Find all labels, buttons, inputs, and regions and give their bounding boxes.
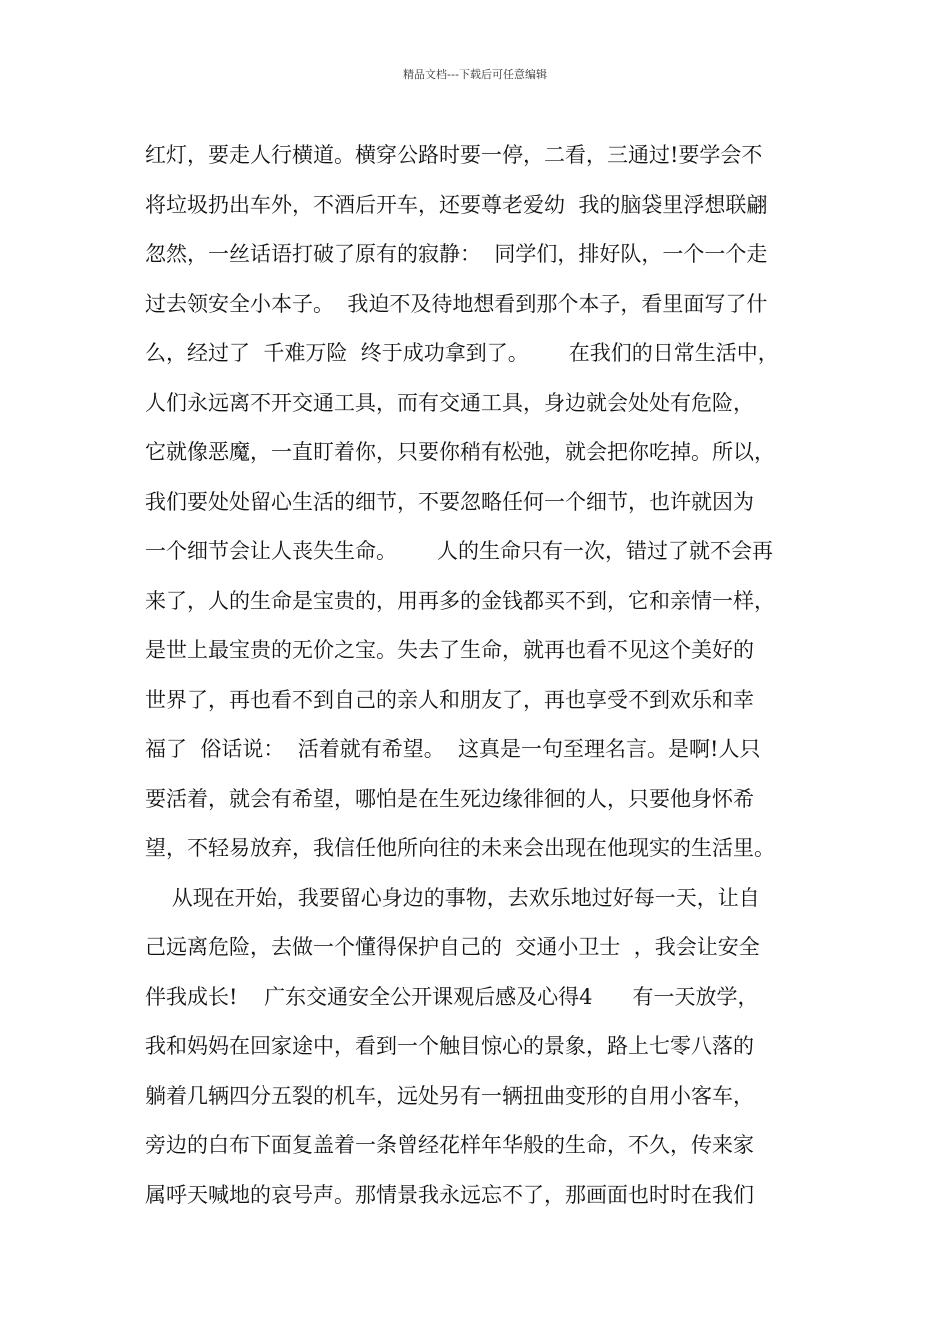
page-header: 精品文档---下载后可任意编辑: [403, 68, 547, 81]
text-line: 一个细节会让人丧失生命。 人的生命只有一次，错过了就不会再: [145, 539, 774, 563]
text-line: 人们永远离不开交通工具，而有交通工具，身边就会处处有危险，: [145, 390, 754, 415]
text-line: 己远离危险，去做一个懂得保护自己的 交通小卫士 ，我会让安全: [145, 935, 760, 959]
text-line: 我们要处处留心生活的细节，不要忽略任何一个细节，也许就因为: [145, 489, 754, 514]
text-line: 过去领安全小本子。 我迫不及待地想看到那个本子，看里面写了什: [145, 291, 768, 316]
text-line: 忽然，一丝话语打破了原有的寂静： 同学们，排好队，一个一个走: [145, 242, 768, 266]
text-line: 是世上最宝贵的无价之宝。失去了生命，就再也看不见这个美好的: [145, 638, 754, 662]
text-line: 躺着几辆四分五裂的机车，远处另有一辆扭曲变形的自用小客车，: [145, 1083, 754, 1108]
text-line: 福了 俗话说： 活着就有希望。 这真是一句至理名言。是啊!人只: [145, 737, 761, 761]
text-line: 从现在开始，我要留心身边的事物，去欢乐地过好每一天，让自: [145, 885, 760, 910]
text-line: 来了，人的生命是宝贵的，用再多的金钱都买不到，它和亲情一样，: [145, 588, 775, 613]
text-line: 红灯，要走人行横道。横穿公路时要一停，二看，三通过!要学会不: [145, 143, 763, 167]
text-line: 望，不轻易放弃，我信任他所向往的未来会出现在他现实的生活里。: [145, 836, 775, 860]
document-body: [145, 131, 825, 1220]
text-line: 它就像恶魔，一直盯着你，只要你稍有松弛，就会把你吃掉。所以，: [145, 440, 775, 464]
text-line: 伴我成长! 广东交通安全公开课观后感及心得4 有一天放学，: [145, 984, 759, 1009]
text-line: 要活着，就会有希望，哪怕是在生死边缘徘徊的人，只要他身怀希: [145, 786, 754, 811]
text-line: 么，经过了 千难万险 终于成功拿到了。 在我们的日常生活中，: [145, 341, 779, 365]
text-line: 旁边的白布下面复盖着一条曾经花样年华般的生命，不久，传来家: [145, 1133, 754, 1157]
text-line: 属呼天喊地的哀号声。那情景我永远忘不了，那画面也时时在我们: [145, 1182, 754, 1207]
text-line: 我和妈妈在回家途中，看到一个触目惊心的景象，路上七零八落的: [145, 1034, 754, 1058]
text-line: 世界了，再也看不到自己的亲人和朋友了，再也享受不到欢乐和幸: [145, 687, 754, 712]
text-line: 将垃圾扔出车外，不酒后开车，还要尊老爱幼 我的脑袋里浮想联翩: [145, 192, 768, 217]
